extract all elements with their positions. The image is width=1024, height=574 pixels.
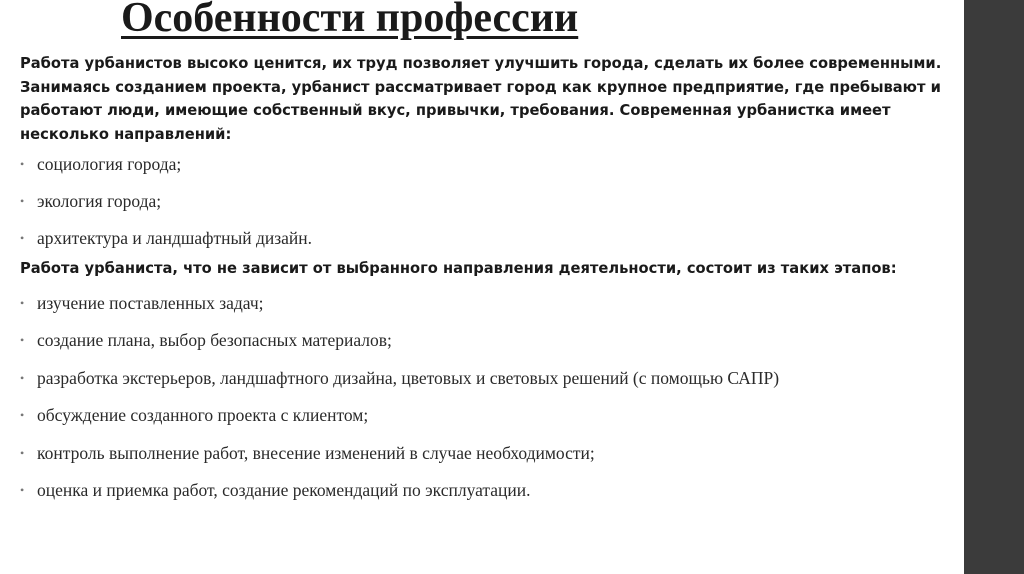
list-item: • создание плана, выбор безопасных материалов; xyxy=(20,330,392,350)
bullet-icon: • xyxy=(20,333,25,347)
list-item: • изучение поставленных задач; xyxy=(20,292,264,313)
bullet-icon: • xyxy=(20,370,25,385)
list-item: • обсуждение созданного проекта с клиентом; xyxy=(20,405,369,425)
bullet-icon: • xyxy=(20,408,25,422)
list-item: • социология города; xyxy=(20,154,182,174)
bullet-icon: • xyxy=(20,157,25,171)
bullet-icon: • xyxy=(20,445,25,460)
slide-content xyxy=(20,52,945,501)
page-title: Особенности профессии xyxy=(121,0,579,41)
bullet-icon: • xyxy=(20,231,25,245)
bullet-icon: • xyxy=(20,194,25,208)
list-item: • архитектура и ландшафтный дизайн. xyxy=(20,228,313,248)
bullet-icon: • xyxy=(20,295,25,310)
directions-list xyxy=(20,153,945,249)
stages-list xyxy=(20,292,945,502)
list-item: • контроль выполнение работ, внесение изменений в случае необходимости; xyxy=(20,442,595,463)
right-sidebar-bar xyxy=(964,0,1024,574)
intro-paragraph: Работа урбанистов высоко ценится, их труд позволяет улучшить города, сделать их более современными. Занимаясь созданием проекта, урбанист рассматривает город как крупное предприятие, где пребывают и работают люди, имеющие собственный вкус, привычки, требования. Современная урбанистка имеет несколько направлений: xyxy=(20,55,942,143)
bullet-icon: • xyxy=(20,483,25,497)
stages-intro-paragraph: Работа урбаниста, что не зависит от выбранного направления деятельности, состоит из таких этапов: xyxy=(20,260,897,277)
list-item: • оценка и приемка работ, создание рекомендаций по эксплуатации. xyxy=(20,480,531,500)
list-item: • разработка экстерьеров, ландшафтного дизайна, цветовых и световых решений (с помощью САПР) xyxy=(20,367,780,388)
list-item: • экология города; xyxy=(20,191,162,211)
